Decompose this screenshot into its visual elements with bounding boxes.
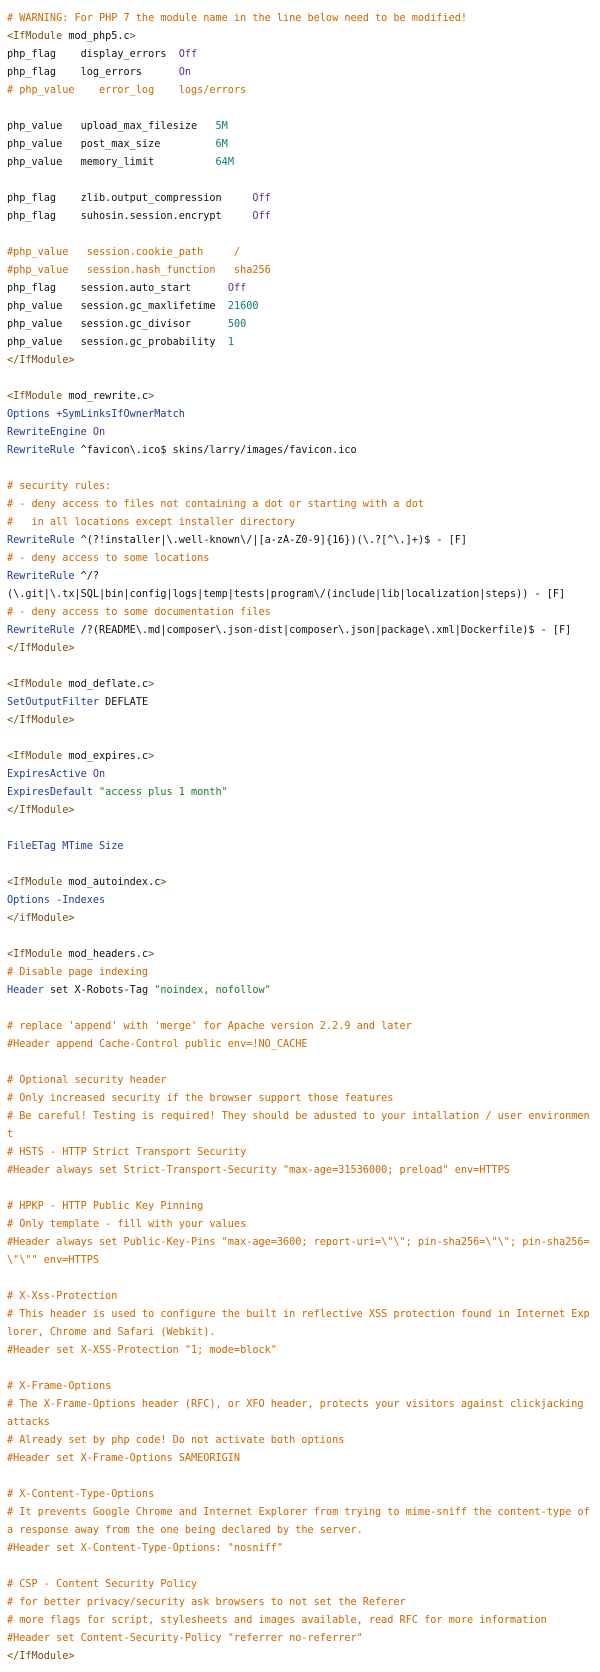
code-directive: RewriteRule <box>7 535 75 546</box>
code-line <box>7 1162 593 1180</box>
code-tag: </IfModule> <box>7 715 75 726</box>
code-line <box>7 1306 593 1342</box>
code-token: 500 <box>227 319 247 330</box>
code-line <box>7 1450 593 1468</box>
code-token: php_flag log_errors <box>7 67 179 78</box>
code-comment: # Only increased security if the browser support those features <box>7 1093 394 1104</box>
code-line <box>7 658 593 676</box>
code-line <box>7 712 593 730</box>
code-token: On <box>178 67 192 78</box>
code-line <box>7 1594 593 1612</box>
code-line <box>7 388 593 406</box>
code-directive: Header <box>7 985 44 996</box>
code-comment: # - deny access to files not containing a dot or starting with a dot <box>7 499 425 510</box>
code-comment: #Header set Content-Security-Policy "referrer no-referrer" <box>7 1633 363 1644</box>
code-token: mod_php5.c <box>62 31 130 42</box>
code-directive: Options <box>7 409 50 420</box>
code-tag: <IfModule <box>7 391 63 402</box>
code-line <box>7 640 593 658</box>
code-line <box>7 1000 593 1018</box>
code-comment: # Only template - fill with your values <box>7 1219 247 1230</box>
code-token: php_value post_max_size <box>7 139 216 150</box>
code-tag: </ifModule> <box>7 913 75 924</box>
code-line <box>7 100 593 118</box>
code-directive: MTime Size <box>62 841 124 852</box>
code-line <box>7 46 593 64</box>
code-line <box>7 1054 593 1072</box>
code-line <box>7 172 593 190</box>
code-token: Off <box>178 49 198 60</box>
code-tag: > <box>148 679 155 690</box>
code-token: set X-Robots-Tag <box>43 985 155 996</box>
code-tag: > <box>129 31 136 42</box>
code-comment: #Header set X-XSS-Protection "1; mode=block" <box>7 1345 277 1356</box>
code-line <box>7 694 593 712</box>
code-line <box>7 964 593 982</box>
code-tag: <IfModule <box>7 949 63 960</box>
code-line <box>7 64 593 82</box>
code-comment: # for better privacy/security ask browsers to not set the Referer <box>7 1597 406 1608</box>
code-comment: # security rules: <box>7 481 112 492</box>
code-tag: </IfModule> <box>7 355 75 366</box>
code-line <box>7 676 593 694</box>
code-comment: # HPKP - HTTP Public Key Pinning <box>7 1201 204 1212</box>
code-line <box>7 226 593 244</box>
code-token: mod_autoindex.c <box>62 877 161 888</box>
code-line <box>7 1234 593 1270</box>
code-token: 6M <box>215 139 228 150</box>
code-directive: ExpiresActive <box>7 769 87 780</box>
code-token: php_value upload_max_filesize <box>7 121 216 132</box>
code-directive: RewriteRule <box>7 625 75 636</box>
code-directive: +SymLinksIfOwnerMatch <box>56 409 185 420</box>
code-tag: <IfModule <box>7 751 63 762</box>
code-line <box>7 1468 593 1486</box>
code-line <box>7 496 593 514</box>
code-comment: # in all locations except installer directory <box>7 517 296 528</box>
code-line <box>7 1630 593 1648</box>
code-tag: > <box>148 751 155 762</box>
code-token: "access plus 1 month" <box>99 787 228 798</box>
code-token: php_flag zlib.output_compression <box>7 193 253 204</box>
code-comment: # - deny access to some locations <box>7 553 210 564</box>
code-line <box>7 1612 593 1630</box>
code-line <box>7 514 593 532</box>
code-line <box>7 190 593 208</box>
code-line <box>7 928 593 946</box>
code-token: 21600 <box>227 301 259 312</box>
code-comment: #Header always set Strict-Transport-Security "max-age=31536000; preload" env=HTTPS <box>7 1165 510 1176</box>
code-line <box>7 1108 593 1140</box>
code-comment: # X-Frame-Options <box>7 1381 112 1392</box>
code-token: php_value session.gc_probability <box>7 337 228 348</box>
code-comment: # It prevents Google Chrome and Internet Explorer from trying to mime-sniff the content-type of a response away from the one being declared by the server. <box>7 1507 596 1536</box>
code-line <box>7 1576 593 1594</box>
code-line <box>7 1378 593 1396</box>
code-line <box>7 208 593 226</box>
code-comment: # more flags for script, stylesheets and images available, read RFC for more information <box>7 1615 547 1626</box>
code-comment: # - deny access to some documentation files <box>7 607 271 618</box>
code-line <box>7 28 593 46</box>
code-tag: > <box>160 877 167 888</box>
code-line <box>7 1342 593 1360</box>
code-directive: SetOutputFilter <box>7 697 100 708</box>
code-line <box>7 334 593 352</box>
code-line <box>7 1486 593 1504</box>
code-line <box>7 1198 593 1216</box>
code-comment: # The X-Frame-Options header (RFC), or XFO header, protects your visitors against clickjacking attacks <box>7 1399 590 1428</box>
code-line <box>7 1558 593 1576</box>
code-token: php_value session.gc_divisor <box>7 319 228 330</box>
code-line <box>7 442 593 460</box>
code-line <box>7 118 593 136</box>
code-line <box>7 784 593 802</box>
code-line <box>7 550 593 568</box>
code-comment: # Optional security header <box>7 1075 167 1086</box>
code-line <box>7 604 593 622</box>
code-line <box>7 1216 593 1234</box>
code-tag: <IfModule <box>7 877 63 888</box>
code-directive: RewriteRule <box>7 571 75 582</box>
code-line <box>7 820 593 838</box>
code-line <box>7 1648 593 1666</box>
code-token: Off <box>252 211 271 222</box>
code-comment: # X-Content-Type-Options <box>7 1489 155 1500</box>
code-token: On <box>92 769 106 780</box>
code-line <box>7 586 593 604</box>
code-comment: #Header append Cache-Control public env=!NO_CACHE <box>7 1039 308 1050</box>
code-tag: <IfModule <box>7 31 63 42</box>
code-line <box>7 352 593 370</box>
code-line <box>7 946 593 964</box>
code-line <box>7 982 593 1000</box>
code-comment: #php_value session.hash_function sha256 <box>7 265 271 276</box>
code-line <box>7 856 593 874</box>
code-line <box>7 1288 593 1306</box>
code-line <box>7 244 593 262</box>
code-line <box>7 766 593 784</box>
code-line <box>7 1090 593 1108</box>
code-token: (\.git|\.tx|SQL|bin|config|logs|temp|tests|program\/(include|lib|localization|steps)) - [F] <box>7 589 566 600</box>
code-token: php_flag suhosin.session.encrypt <box>7 211 253 222</box>
code-line <box>7 82 593 100</box>
code-token: mod_rewrite.c <box>62 391 149 402</box>
code-comment: # replace 'append' with 'merge' for Apache version 2.2.9 and later <box>7 1021 412 1032</box>
code-tag: </IfModule> <box>7 1651 75 1662</box>
code-token: php_flag session.auto_start <box>7 283 228 294</box>
code-tag: > <box>148 949 155 960</box>
code-line <box>7 424 593 442</box>
code-line <box>7 748 593 766</box>
code-comment: # Already set by php code! Do not activate both options <box>7 1435 345 1446</box>
code-line <box>7 730 593 748</box>
code-line <box>7 154 593 172</box>
code-line <box>7 316 593 334</box>
code-line <box>7 1072 593 1090</box>
code-directive: -Indexes <box>56 895 106 906</box>
code-line <box>7 406 593 424</box>
code-comment: #php_value session.cookie_path / <box>7 247 241 258</box>
code-token: mod_deflate.c <box>62 679 149 690</box>
code-comment: # This header is used to configure the built in reflective XSS protection found in Internet Explorer, Chrome and Safari (Webkit). <box>7 1309 590 1338</box>
code-comment: # CSP - Content Security Policy <box>7 1579 198 1590</box>
code-line <box>7 1432 593 1450</box>
code-token: "noindex, nofollow" <box>154 985 271 996</box>
code-line <box>7 1540 593 1558</box>
code-comment: # php_value error_log logs/errors <box>7 85 247 96</box>
code-directive: RewriteEngine <box>7 427 87 438</box>
code-line <box>7 532 593 550</box>
code-token: ^(?!installer|\.well-known\/|[a-zA-Z0-9]{16})(\.?[^\.]+)$ - [F] <box>74 535 468 546</box>
code-comment: #Header always set Public-Key-Pins "max-age=3600; report-uri=\"\"; pin-sha256=\"\"; pin-sha256=\"\"" env=HTTPS <box>7 1237 590 1266</box>
code-line <box>7 1396 593 1432</box>
code-comment: #Header set X-Frame-Options SAMEORIGIN <box>7 1453 241 1464</box>
code-line <box>7 874 593 892</box>
code-line <box>7 892 593 910</box>
code-token: php_value memory_limit <box>7 157 216 168</box>
code-line <box>7 1360 593 1378</box>
code-token: ^favicon\.ico$ skins/larry/images/favicon.ico <box>74 445 357 456</box>
code-line <box>7 10 593 28</box>
code-line <box>7 568 593 586</box>
code-token: 5M <box>215 121 228 132</box>
code-tag: > <box>148 391 155 402</box>
code-line <box>7 460 593 478</box>
code-comment: # X-Xss-Protection <box>7 1291 118 1302</box>
code-line <box>7 136 593 154</box>
code-directive: ExpiresDefault <box>7 787 93 798</box>
code-line <box>7 298 593 316</box>
code-line <box>7 262 593 280</box>
code-token: mod_expires.c <box>62 751 149 762</box>
code-token: 1 <box>227 337 234 348</box>
code-line <box>7 1126 593 1144</box>
code-tag: <IfModule <box>7 679 63 690</box>
code-comment: # WARNING: For PHP 7 the module name in the line below need to be modified! <box>7 13 468 24</box>
code-line <box>7 1036 593 1054</box>
code-token: php_value session.gc_maxlifetime <box>7 301 228 312</box>
code-line <box>7 1270 593 1288</box>
code-comment: #Header set X-Content-Type-Options: "nosniff" <box>7 1543 284 1554</box>
code-line <box>7 622 593 640</box>
code-comment: # Disable page indexing <box>7 967 149 978</box>
code-token: /?(README\.md|composer\.json-dist|composer\.json|package\.xml|Dockerfile)$ - [F] <box>74 625 572 636</box>
code-tag: </IfModule> <box>7 643 75 654</box>
code-line <box>7 280 593 298</box>
code-line <box>7 370 593 388</box>
code-token: ^/? <box>74 571 100 582</box>
code-line <box>7 1144 593 1162</box>
code-comment: # Be careful! Testing is required! They should be adusted to your intallation / user environment <box>7 1111 590 1140</box>
code-tag: </IfModule> <box>7 805 75 816</box>
code-line <box>7 1180 593 1198</box>
code-line <box>7 838 593 856</box>
code-directive: Options <box>7 895 50 906</box>
code-token: 64M <box>215 157 234 168</box>
code-line <box>7 1018 593 1036</box>
code-token: On <box>92 427 106 438</box>
code-comment: # HSTS - HTTP Strict Transport Security <box>7 1147 247 1158</box>
code-line <box>7 478 593 496</box>
code-token: DEFLATE <box>99 697 149 708</box>
code-token: Off <box>227 283 247 294</box>
code-token: Off <box>252 193 271 204</box>
code-token: mod_headers.c <box>62 949 149 960</box>
code-directive: RewriteRule <box>7 445 75 456</box>
code-line <box>7 910 593 928</box>
code-directive: FileETag <box>7 841 57 852</box>
code-line <box>7 802 593 820</box>
code-line <box>7 1504 596 1540</box>
code-token: php_flag display_errors <box>7 49 179 60</box>
